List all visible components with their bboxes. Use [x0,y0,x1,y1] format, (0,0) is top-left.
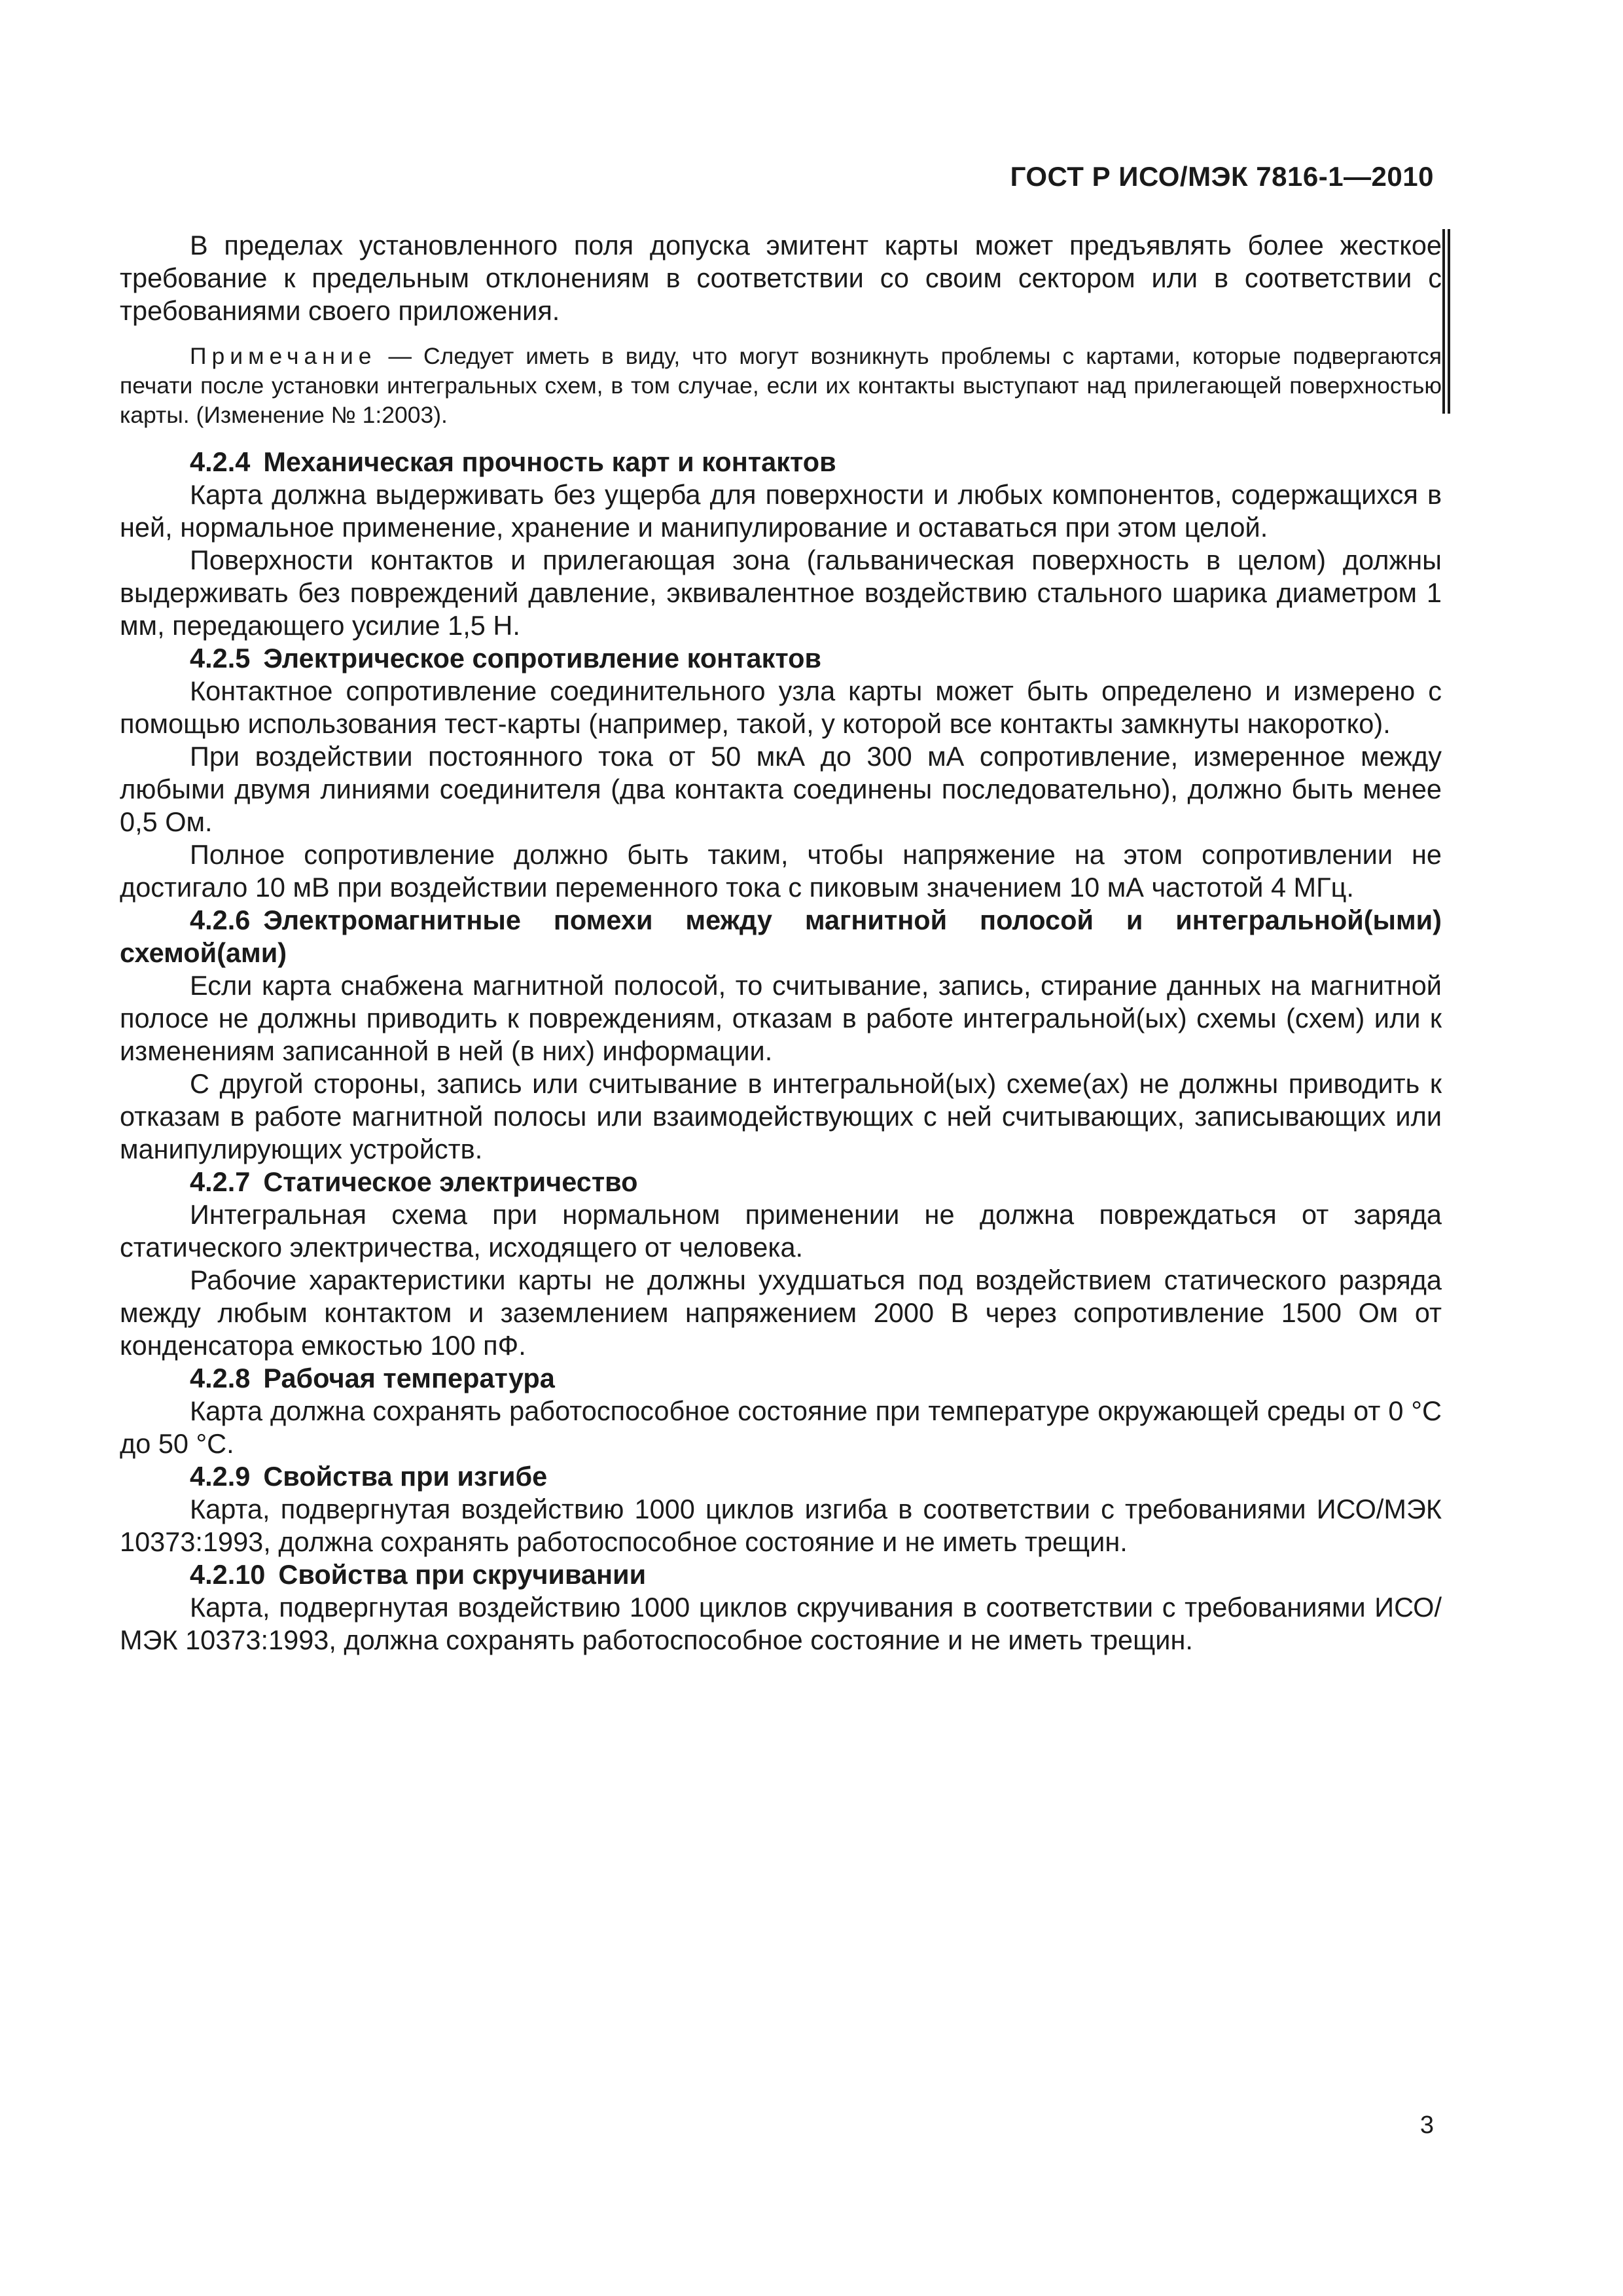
section-heading [120,446,1442,478]
note-label: Примечание [190,343,377,369]
document-body [120,229,1442,1657]
section-paragraph: Рабочие характеристики карты не должны ухудшаться под воздействием статического разряда между любым контактом и заземлением напряжением 2000 В через сопротивление 1500 Ом от конденсатора емкостью 100 пФ. [120,1265,1442,1361]
document-header-code: ГОСТ Р ИСО/МЭК 7816-1—2010 [1010,161,1434,192]
section-paragraph: Интегральная схема при нормальном применении не должна повреждаться от заряда статического электричества, исходящего от человека. [120,1199,1442,1263]
section-paragraph: Поверхности контактов и прилегающая зона (гальваническая поверхность в целом) должны выдерживать без повреждений давление, эквивалентное воздействию стального шарика диаметром 1 мм, передающего усилие 1,5 Н. [120,545,1442,641]
page-number: 3 [1419,2111,1434,2139]
section-title: Электромагнитные помехи между магнитной полосой и интегральной(ыми) схемой(ами) [120,905,1442,968]
note [120,342,1442,430]
section-paragraph: Карта должна сохранять работоспособное состояние при температуре окружающей среды от 0 °С до 50 °С. [120,1395,1442,1459]
section-paragraph: Контактное сопротивление соединительного узла карты может быть определено и измерено с помощью использования тест-карты (например, такой, у которой все контакты замкнуты накоротко). [120,675,1442,739]
section-number: 4.2.5 [190,643,251,673]
sections-container [120,446,1442,1657]
change-marker-bar [1442,229,1450,414]
section-paragraph: Карта, подвергнутая воздействию 1000 циклов изгиба в соответствии с требованиями ИСО/МЭК 10373:1993, должна сохранять работоспособное состояние и не иметь трещин. [120,1494,1442,1557]
section-heading [120,1166,1442,1198]
section-title: Свойства при изгибе [263,1461,548,1492]
section-title: Механическая прочность карт и контактов [263,446,836,477]
section-heading [120,642,1442,675]
section-paragraph: При воздействии постоянного тока от 50 мкА до 300 мА сопротивление, измеренное между любыми двумя линиями соединителя (два контакта соединены последовательно), должно быть менее 0,5 Ом. [120,741,1442,837]
section-number: 4.2.9 [190,1461,251,1492]
section-heading [120,1558,1442,1591]
note-text: — Следует иметь в виду, что могут возникнуть проблемы с картами, которые подвергаются печати после установки интегральных схем, в том случае, если их контакты выступают над прилегающей поверхностью карты. (Изменение № 1:2003). [120,343,1442,428]
section-title: Рабочая температура [263,1363,555,1393]
section-number: 4.2.8 [190,1363,251,1393]
section-heading [120,904,1442,969]
section-number: 4.2.4 [190,446,251,477]
section-heading [120,1460,1442,1493]
section-paragraph: Полное сопротивление должно быть таким, чтобы напряжение на этом сопротивлении не достигало 10 мВ при воздействии переменного тока с пиковым значением 10 мА частотой 4 МГц. [120,839,1442,903]
section-title: Электрическое сопротивление контактов [263,643,822,673]
section-number: 4.2.6 [190,905,251,935]
section-paragraph: Карта должна выдерживать без ущерба для поверхности и любых компонентов, содержащихся в ней, нормальное применение, хранение и манипулирование и оставаться при этом целой. [120,479,1442,543]
section-number: 4.2.7 [190,1166,251,1197]
section-paragraph: С другой стороны, запись или считывание в интегральной(ых) схеме(ах) не должны приводить к отказам в работе магнитной полосы или взаимодействующих с ней считывающих, записывающих или манипулирующих устройств. [120,1068,1442,1164]
section-title: Статическое электричество [263,1166,638,1197]
section-paragraph: Если карта снабжена магнитной полосой, то считывание, запись, стирание данных на магнитной полосе не должны приводить к повреждениям, отказам в работе интегральной(ых) схемы (схем) или к изменениям записанной в ней (в них) информации. [120,970,1442,1066]
section-number: 4.2.10 [190,1559,266,1590]
section-title: Свойства при скручивании [278,1559,647,1590]
intro-paragraph: В пределах установленного поля допуска эмитент карты может предъявлять более жесткое требование к предельным отклонениям в соответствии со своим сектором или в соответствии с требованиями своего приложения. [120,230,1442,326]
section-heading [120,1362,1442,1395]
section-paragraph: Карта, подвергнутая воздействию 1000 циклов скручивания в соответствии с требованиями ИСО/МЭК 10373:1993, должна сохранять работоспособное состояние и не иметь трещин. [120,1592,1442,1655]
